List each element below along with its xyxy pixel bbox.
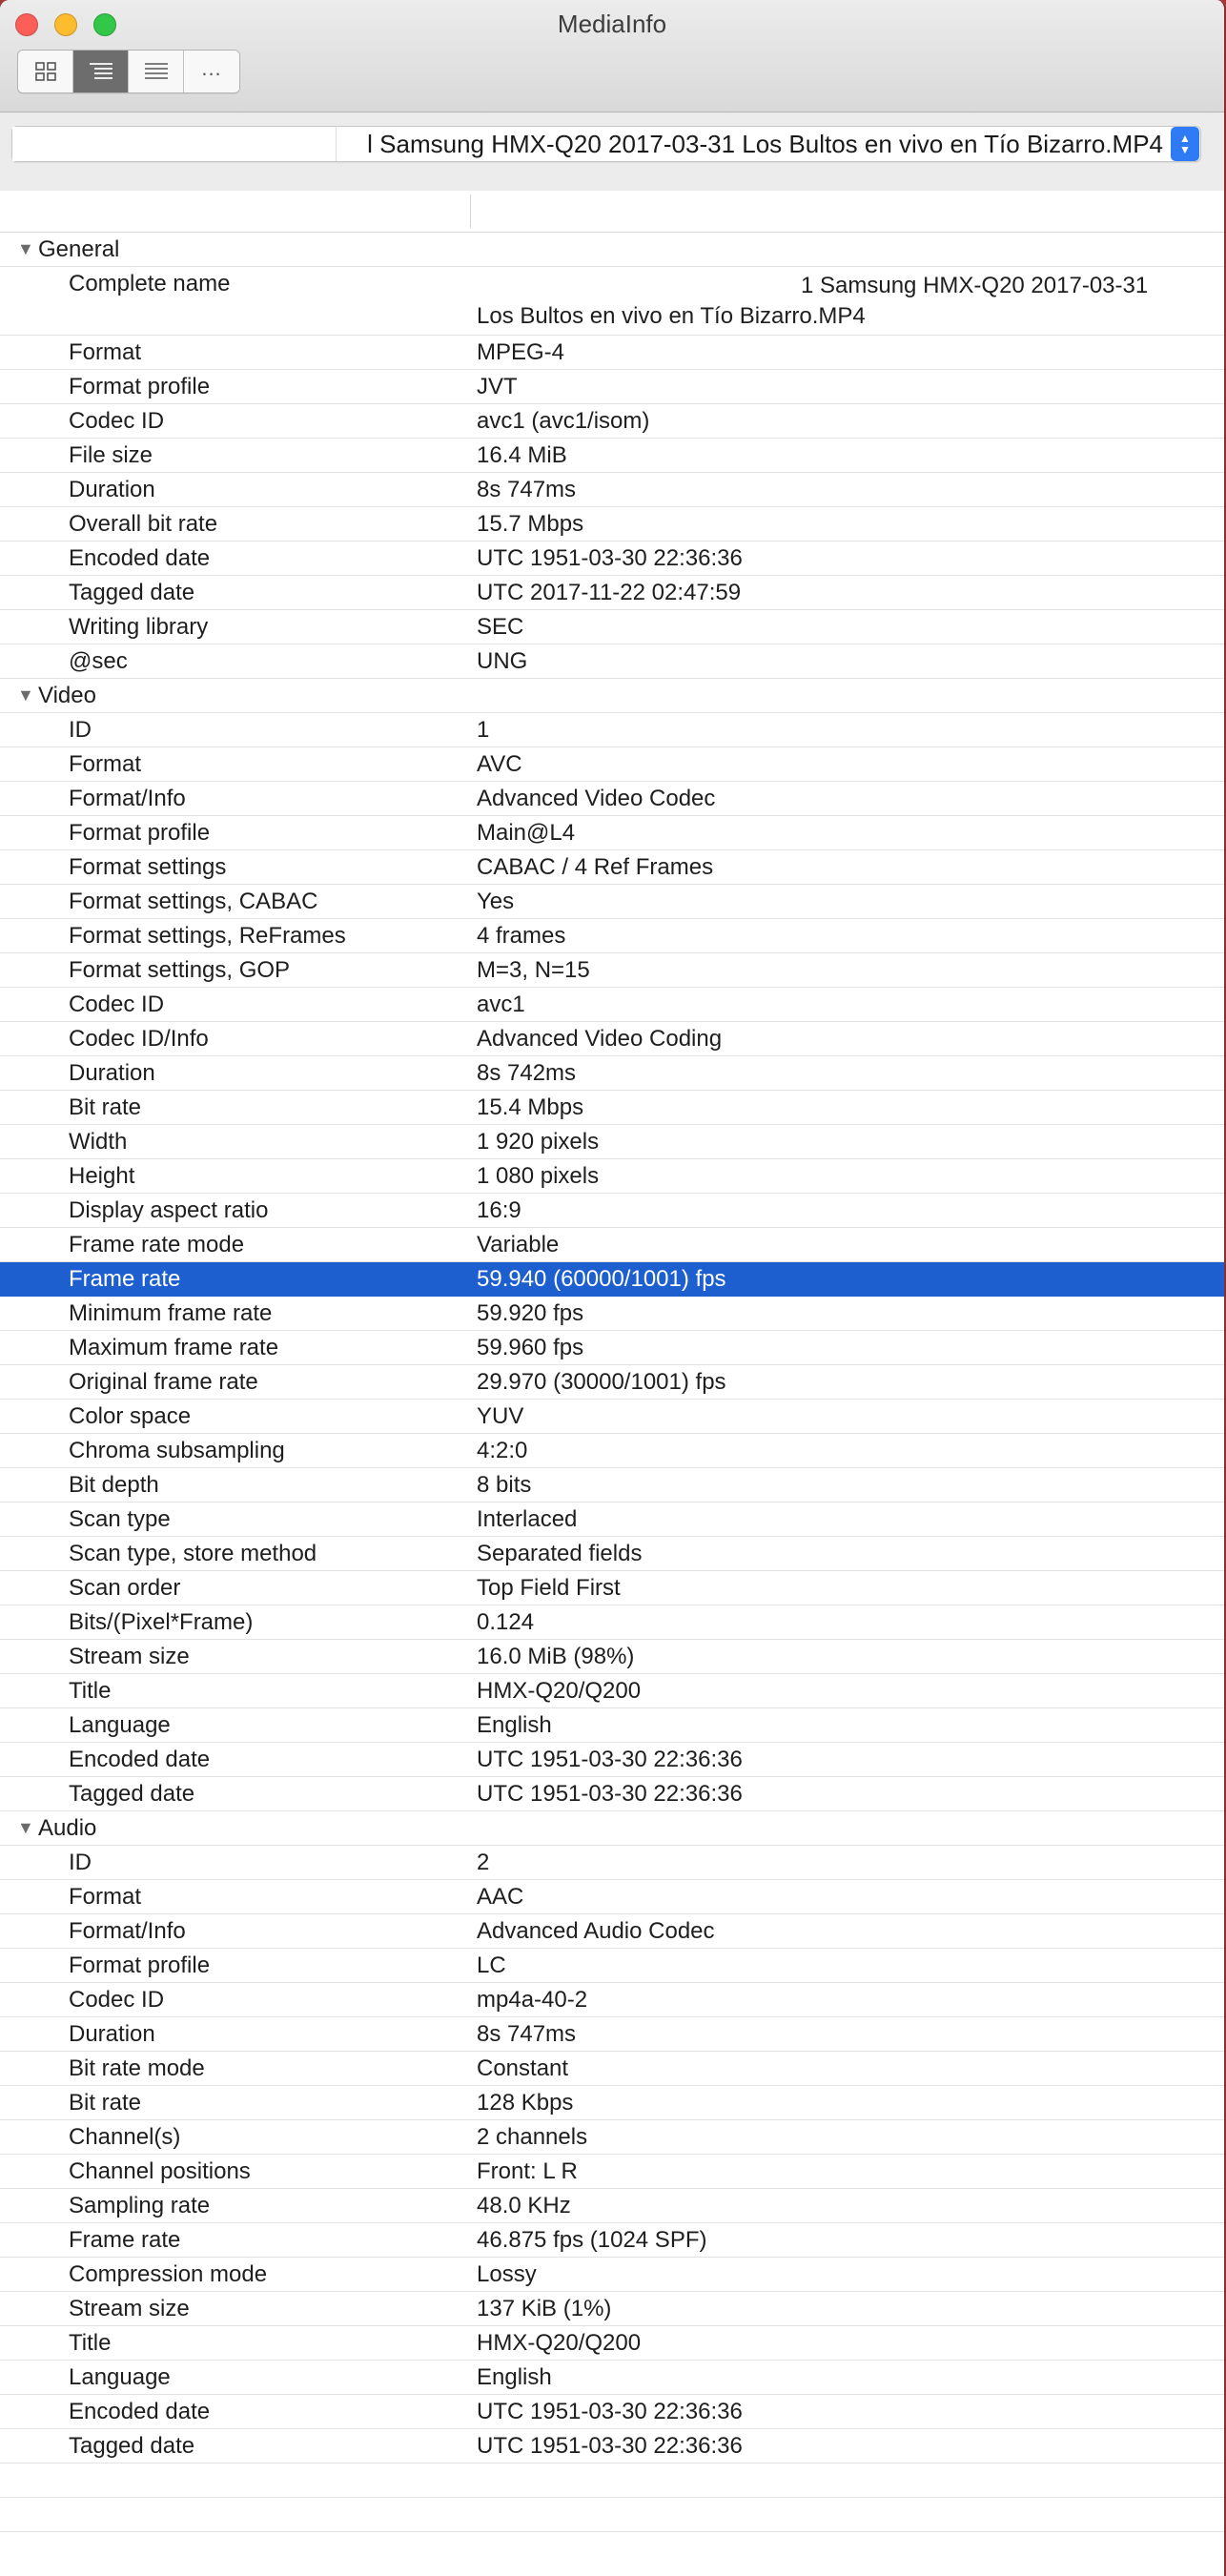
field-value: avc1 (avc1/isom) (477, 407, 650, 434)
table-row[interactable] (0, 1880, 1224, 1914)
table-row[interactable] (0, 919, 1224, 953)
field-value: SEC (477, 613, 524, 640)
field-name: Format profile (69, 1952, 211, 1978)
field-name: Frame rate (69, 1265, 181, 1292)
field-name: Language (69, 1711, 171, 1738)
table-row[interactable] (0, 2361, 1224, 2395)
file-select[interactable] (11, 126, 1201, 162)
chevron-updown-icon[interactable]: ▲ ▼ (1171, 127, 1199, 161)
field-name: Bits/(Pixel*Frame) (69, 1608, 254, 1635)
field-name: Display aspect ratio (69, 1196, 269, 1223)
table-row[interactable] (0, 1983, 1224, 2017)
field-value: HMX-Q20/Q200 (477, 2329, 642, 2356)
field-name: Codec ID/Info (69, 1025, 209, 1052)
field-value: 8s 742ms (477, 1059, 577, 1086)
field-value: CABAC / 4 Ref Frames (477, 853, 714, 880)
table-row[interactable] (0, 816, 1224, 850)
field-value: 16.0 MiB (98%) (477, 1643, 635, 1669)
field-value: Front: L R (477, 2157, 578, 2184)
field-value: 16.4 MiB (477, 441, 567, 468)
field-name: Channel(s) (69, 2123, 181, 2150)
field-value: Top Field First (477, 1574, 621, 1601)
table-row[interactable] (0, 2292, 1224, 2326)
table-row[interactable] (0, 885, 1224, 919)
section-video[interactable] (0, 679, 1224, 713)
field-name: Format profile (69, 373, 211, 399)
field-value: 59.940 (60000/1001) fps (477, 1265, 726, 1292)
field-name: Maximum frame rate (69, 1334, 279, 1360)
field-name: Compression mode (69, 2260, 268, 2287)
field-value: UTC 1951-03-30 22:36:36 (477, 1780, 743, 1807)
field-name: Writing library (69, 613, 209, 640)
table-row[interactable] (0, 644, 1224, 679)
field-value: English (477, 2363, 552, 2390)
table-row[interactable] (0, 1262, 1224, 1297)
table-row[interactable] (0, 2395, 1224, 2429)
field-name: Bit rate (69, 2089, 142, 2116)
grid-view-button[interactable] (18, 51, 73, 92)
field-name: Encoded date (69, 2398, 211, 2424)
field-value: 1 080 pixels (477, 1162, 600, 1189)
table-row[interactable] (0, 404, 1224, 439)
empty-row (0, 2464, 1224, 2498)
field-name: Duration (69, 1059, 155, 1086)
field-name: Duration (69, 2020, 155, 2047)
field-value: AVC (477, 750, 522, 777)
table-row[interactable] (0, 1400, 1224, 1434)
field-value: Separated fields (477, 1540, 643, 1566)
field-name: Frame rate mode (69, 1231, 245, 1257)
section-general[interactable] (0, 233, 1224, 267)
field-name: Format/Info (69, 785, 186, 811)
field-value: avc1 (477, 991, 525, 1017)
table-row[interactable] (0, 1503, 1224, 1537)
field-value: Interlaced (477, 1505, 578, 1532)
field-value: 2 (477, 1849, 490, 1875)
field-value: 8 bits (477, 1471, 532, 1498)
field-value: 1 Samsung HMX-Q20 2017-03-31 Los Bultos en vivo en Tío Bizarro.MP4 (477, 273, 1149, 329)
field-name: Complete name (69, 271, 231, 296)
field-value: HMX-Q20/Q200 (477, 1677, 642, 1704)
field-value: UTC 1951-03-30 22:36:36 (477, 2432, 743, 2459)
field-name: Channel positions (69, 2157, 251, 2184)
table-row[interactable] (0, 610, 1224, 644)
field-name: Tagged date (69, 2432, 195, 2459)
table-row[interactable] (0, 1434, 1224, 1468)
field-value: 8s 747ms (477, 476, 577, 502)
table-row[interactable] (0, 439, 1224, 473)
field-name: Stream size (69, 1643, 190, 1669)
field-name: @sec (69, 647, 128, 674)
info-tree-table (0, 191, 1224, 2532)
table-row[interactable] (0, 747, 1224, 782)
field-name: Original frame rate (69, 1368, 258, 1395)
table-row[interactable] (0, 1605, 1224, 1640)
field-value: Advanced Video Coding (477, 1025, 723, 1052)
table-row[interactable] (0, 1331, 1224, 1365)
field-value: 1 (477, 716, 490, 743)
table-row[interactable] (0, 2189, 1224, 2223)
file-selector-bar (0, 112, 1224, 196)
redacted-path (12, 127, 337, 161)
field-name: Height (69, 1162, 135, 1189)
field-value: JVT (477, 373, 518, 399)
field-name: Stream size (69, 2295, 190, 2321)
field-name: ID (69, 716, 92, 743)
table-row[interactable] (0, 953, 1224, 988)
table-row[interactable] (0, 2086, 1224, 2120)
field-name: File size (69, 441, 153, 468)
field-value: 128 Kbps (477, 2089, 574, 2116)
field-name: Tagged date (69, 579, 195, 605)
table-row[interactable] (0, 850, 1224, 885)
table-row[interactable] (0, 2052, 1224, 2086)
field-value: Variable (477, 1231, 560, 1257)
field-name: Minimum frame rate (69, 1299, 273, 1326)
field-name: Format profile (69, 819, 211, 846)
field-value: mp4a-40-2 (477, 1986, 588, 2013)
window-title: MediaInfo (557, 10, 667, 38)
table-row[interactable] (0, 2258, 1224, 2292)
table-row[interactable] (0, 1228, 1224, 1262)
field-name: Format (69, 750, 142, 777)
table-row[interactable] (0, 1194, 1224, 1228)
section-label: General (38, 235, 120, 262)
more-views-button[interactable]: ... (184, 51, 239, 92)
table-row[interactable] (0, 2223, 1224, 2258)
table-row[interactable] (0, 1640, 1224, 1674)
file-select-value: l Samsung HMX-Q20 2017-03-31 Los Bultos en vivo en Tío Bizarro.MP4 (367, 129, 1163, 158)
empty-row (0, 2498, 1224, 2532)
field-value: 15.7 Mbps (477, 510, 584, 537)
redacted-path (477, 273, 801, 301)
table-header (0, 191, 1224, 233)
field-name: Color space (69, 1402, 192, 1429)
field-value: YUV (477, 1402, 524, 1429)
field-value: UTC 2017-11-22 02:47:59 (477, 579, 742, 605)
table-row[interactable] (0, 1914, 1224, 1949)
field-name: Bit rate mode (69, 2055, 205, 2081)
field-name: ID (69, 1849, 92, 1875)
table-row[interactable] (0, 2326, 1224, 2361)
field-name: Encoded date (69, 1746, 211, 1772)
column-divider[interactable] (470, 194, 471, 228)
table-row[interactable] (0, 542, 1224, 576)
field-name: Title (69, 2329, 112, 2356)
table-row[interactable] (0, 1159, 1224, 1194)
field-value: Yes (477, 888, 515, 914)
table-row[interactable] (0, 2017, 1224, 2052)
field-value: 59.920 fps (477, 1299, 584, 1326)
field-name: Frame rate (69, 2226, 181, 2253)
table-row[interactable] (0, 2429, 1224, 2464)
view-mode-toolbar (17, 50, 240, 93)
field-name: Encoded date (69, 544, 211, 571)
field-value: 0.124 (477, 1608, 535, 1635)
table-row[interactable] (0, 370, 1224, 404)
field-name: Format settings, ReFrames (69, 922, 346, 949)
disclosure-triangle-icon[interactable]: ▼ (17, 1818, 34, 1837)
table-row[interactable] (0, 1537, 1224, 1571)
field-name: Tagged date (69, 1780, 195, 1807)
table-row[interactable] (0, 1743, 1224, 1777)
field-name: Bit depth (69, 1471, 159, 1498)
field-value: 59.960 fps (477, 1334, 584, 1360)
field-value: Lossy (477, 2260, 537, 2287)
field-value: Main@L4 (477, 819, 576, 846)
field-value: 15.4 Mbps (477, 1094, 584, 1120)
table-row[interactable] (0, 1056, 1224, 1091)
field-name: Codec ID (69, 1986, 165, 2013)
table-row[interactable] (0, 473, 1224, 507)
table-row[interactable] (0, 1091, 1224, 1125)
field-name: Format settings, GOP (69, 956, 291, 983)
field-name: Format (69, 338, 142, 365)
field-name: Scan type (69, 1505, 171, 1532)
field-name: Codec ID (69, 407, 165, 434)
table-row[interactable] (0, 713, 1224, 747)
field-value: MPEG-4 (477, 338, 565, 365)
table-row[interactable] (0, 1708, 1224, 1743)
tree-view-button[interactable] (73, 51, 129, 92)
field-name: Scan order (69, 1574, 181, 1601)
field-name: Sampling rate (69, 2192, 211, 2218)
table-row[interactable] (0, 1949, 1224, 1983)
table-row[interactable] (0, 576, 1224, 610)
field-value: M=3, N=15 (477, 956, 590, 983)
table-row[interactable] (0, 1125, 1224, 1159)
field-name: Overall bit rate (69, 510, 218, 537)
grid-icon (35, 62, 56, 81)
field-name: Scan type, store method (69, 1540, 317, 1566)
field-value: 46.875 fps (1024 SPF) (477, 2226, 707, 2253)
audio-rows (0, 1846, 1224, 2464)
section-label: Video (38, 682, 96, 708)
table-row[interactable] (0, 1571, 1224, 1605)
table-row[interactable] (0, 1468, 1224, 1503)
table-row[interactable] (0, 782, 1224, 816)
field-value: 2 channels (477, 2123, 588, 2150)
field-name: Width (69, 1128, 128, 1155)
field-value: LC (477, 1952, 506, 1978)
table-row[interactable] (0, 2120, 1224, 2155)
field-value: English (477, 1711, 552, 1738)
field-value: 4 frames (477, 922, 566, 949)
field-value: 137 KiB (1%) (477, 2295, 612, 2321)
field-value: Advanced Video Codec (477, 785, 716, 811)
section-audio[interactable] (0, 1811, 1224, 1846)
field-value: UTC 1951-03-30 22:36:36 (477, 1746, 743, 1772)
field-value: 29.970 (30000/1001) fps (477, 1368, 726, 1395)
field-name: Language (69, 2363, 171, 2390)
section-label: Audio (38, 1814, 97, 1841)
disclosure-triangle-icon[interactable]: ▼ (17, 239, 34, 258)
field-value: Constant (477, 2055, 569, 2081)
field-value: 1 920 pixels (477, 1128, 600, 1155)
table-row[interactable] (0, 2155, 1224, 2189)
video-rows (0, 713, 1224, 1811)
field-value: UNG (477, 647, 528, 674)
table-row[interactable] (0, 988, 1224, 1022)
field-value: 48.0 KHz (477, 2192, 571, 2218)
table-row[interactable] (0, 1022, 1224, 1056)
field-name: Format settings, CABAC (69, 888, 318, 914)
table-row[interactable] (0, 1365, 1224, 1400)
field-name: Format/Info (69, 1917, 186, 1944)
field-name: Title (69, 1677, 112, 1704)
general-rows (0, 336, 1224, 679)
text-view-button[interactable] (129, 51, 184, 92)
field-value: 16:9 (477, 1196, 521, 1223)
field-name: Format settings (69, 853, 227, 880)
table-row[interactable] (0, 1674, 1224, 1708)
field-name: Duration (69, 476, 155, 502)
field-value: AAC (477, 1883, 524, 1910)
table-row[interactable] (0, 1777, 1224, 1811)
table-row[interactable] (0, 1846, 1224, 1880)
table-row[interactable] (0, 507, 1224, 542)
disclosure-triangle-icon[interactable]: ▼ (17, 685, 34, 705)
tree-list-icon (89, 62, 113, 81)
field-value: UTC 1951-03-30 22:36:36 (477, 2398, 743, 2424)
field-name: Bit rate (69, 1094, 142, 1120)
field-value: 4:2:0 (477, 1437, 528, 1463)
title-bar (0, 0, 1224, 112)
table-row[interactable] (0, 336, 1224, 370)
field-value: 8s 747ms (477, 2020, 577, 2047)
field-name: Codec ID (69, 991, 165, 1017)
field-name: Chroma subsampling (69, 1437, 285, 1463)
field-name: Format (69, 1883, 142, 1910)
list-icon (144, 62, 169, 81)
table-row[interactable] (0, 1297, 1224, 1331)
field-value: UTC 1951-03-30 22:36:36 (477, 544, 743, 571)
field-value: Advanced Audio Codec (477, 1917, 715, 1944)
table-row[interactable] (0, 267, 1224, 336)
